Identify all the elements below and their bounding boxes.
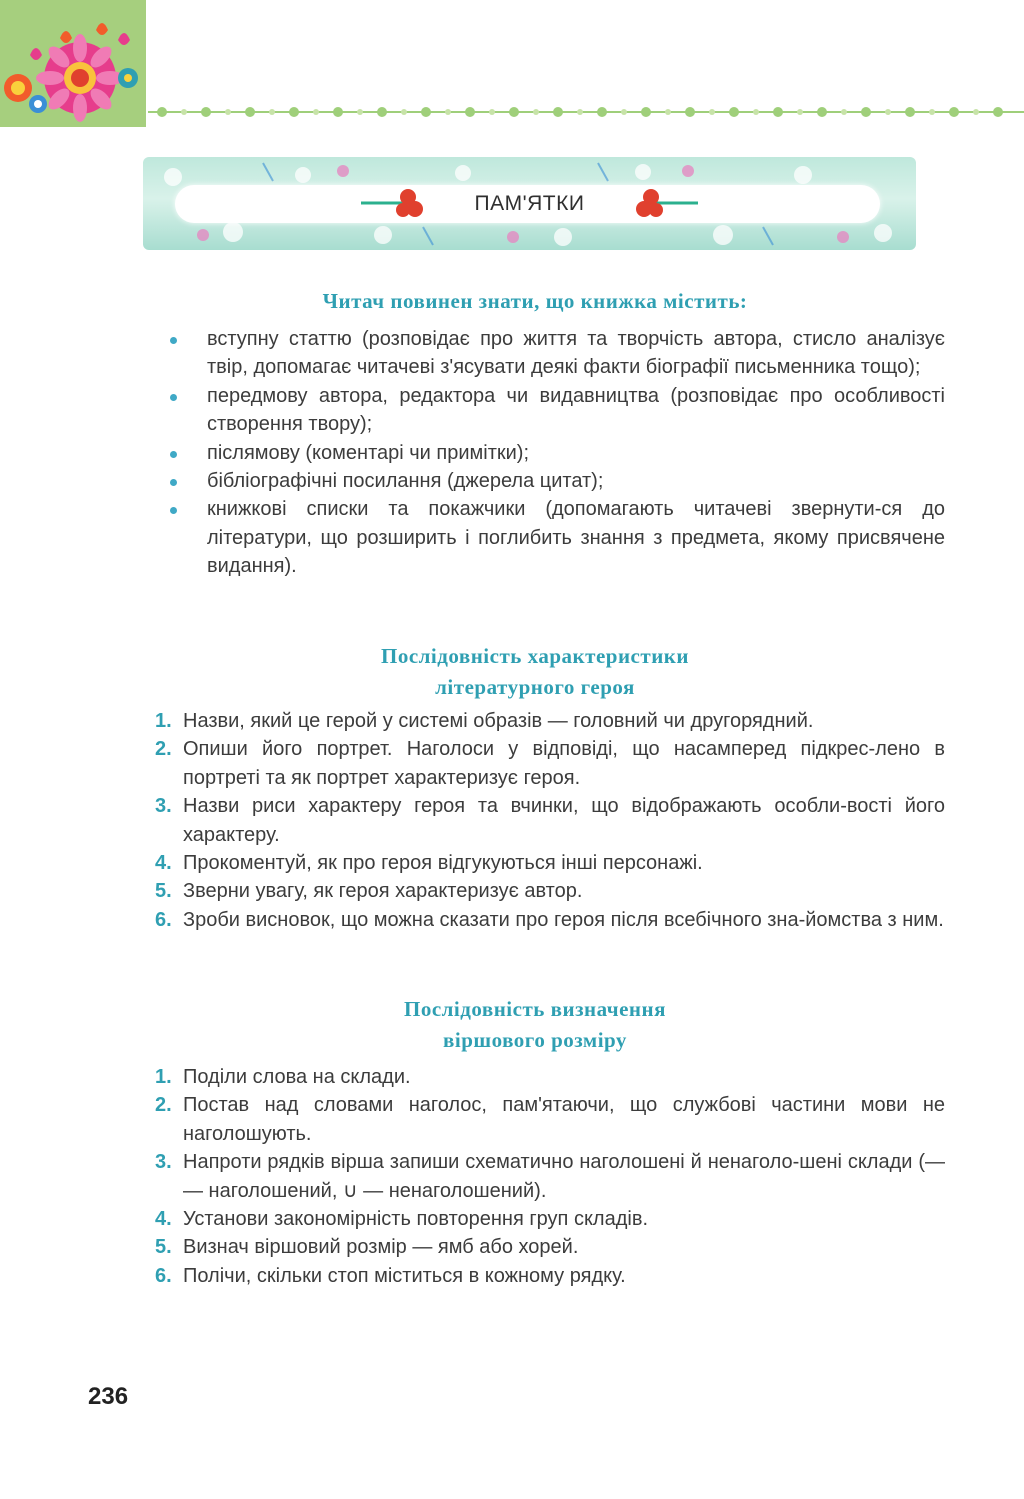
- list-item: 4. Установи закономірність повторення груп складів.: [155, 1208, 649, 1231]
- section2-title: Послідовність характеристики літературного героя: [381, 644, 689, 699]
- section2-list: [155, 707, 945, 934]
- list-item: бібліографічні посилання (джерела цитат);: [155, 467, 945, 495]
- list-item: 5. Визнач віршовий розмір — ямб або хорей.: [155, 1236, 579, 1259]
- list-item: 1. Назви, який це герой у системі образів — головний чи другорядний.: [155, 710, 814, 732]
- section1-list: [155, 325, 945, 581]
- flower-icon: [0, 0, 146, 127]
- list-item: 1. Поділи слова на склади.: [155, 1066, 411, 1088]
- corner-ornament: [0, 0, 146, 127]
- list-item: 3. Напроти рядків вірша запиши схематично наголошені й ненаголо-шені склади (— — наголошений, ∪ — ненаголошений).: [155, 1151, 945, 1202]
- page-number: 236: [88, 1383, 129, 1410]
- list-item: 2. Опиши його портрет. Наголоси у відповіді, що насамперед підкрес-лено в портреті та як портрет характеризує героя.: [155, 738, 945, 789]
- section1-title: Читач повинен знати, що книжка містить:: [322, 289, 748, 313]
- list-item: 4. Прокоментуй, як про героя відгукуються інші персонажі.: [155, 852, 703, 875]
- list-item: 6. Полічи, скільки стоп міститься в кожному рядку.: [155, 1264, 626, 1287]
- list-item: вступну статтю (розповідає про життя та творчість автора, стисло аналізує твір, допомагає читачеві з'ясувати деякі факти біографії письменника тощо);: [155, 325, 945, 382]
- section3-list: [155, 1063, 945, 1290]
- bullet-icon: [170, 479, 177, 486]
- bullet-icon: [170, 507, 177, 514]
- bullet-icon: [170, 394, 177, 401]
- list-item: передмову автора, редактора чи видавництва (розповідає про особливості створення твору);: [155, 382, 945, 439]
- list-item: книжкові списки та покажчики (допомагають читачеві звернути-ся до літератури, що розширить і поглибить знання з предмета, якому присвячене видання).: [155, 495, 945, 580]
- list-item: післямову (коментарі чи примітки);: [155, 439, 945, 467]
- list-item: 6. Зроби висновок, що можна сказати про героя після всебічного зна-йомства з ним.: [155, 908, 944, 931]
- bullet-icon: [170, 451, 177, 458]
- header-banner: [143, 157, 916, 250]
- bullet-icon: [170, 337, 177, 344]
- list-item: 5. Зверни увагу, як героя характеризує автор.: [155, 880, 583, 903]
- list-item: 2. Постав над словами наголос, пам'ятаючи, що службові частини мови не наголошують.: [155, 1094, 945, 1145]
- list-item: 3. Назви риси характеру героя та вчинки, що відображають особли-вості його характеру.: [155, 795, 945, 846]
- banner-title: ПАМ'ЯТКИ: [474, 192, 585, 215]
- section3-title: Послідовність визначення віршового розміру: [403, 997, 666, 1052]
- vine-divider: [148, 100, 1024, 124]
